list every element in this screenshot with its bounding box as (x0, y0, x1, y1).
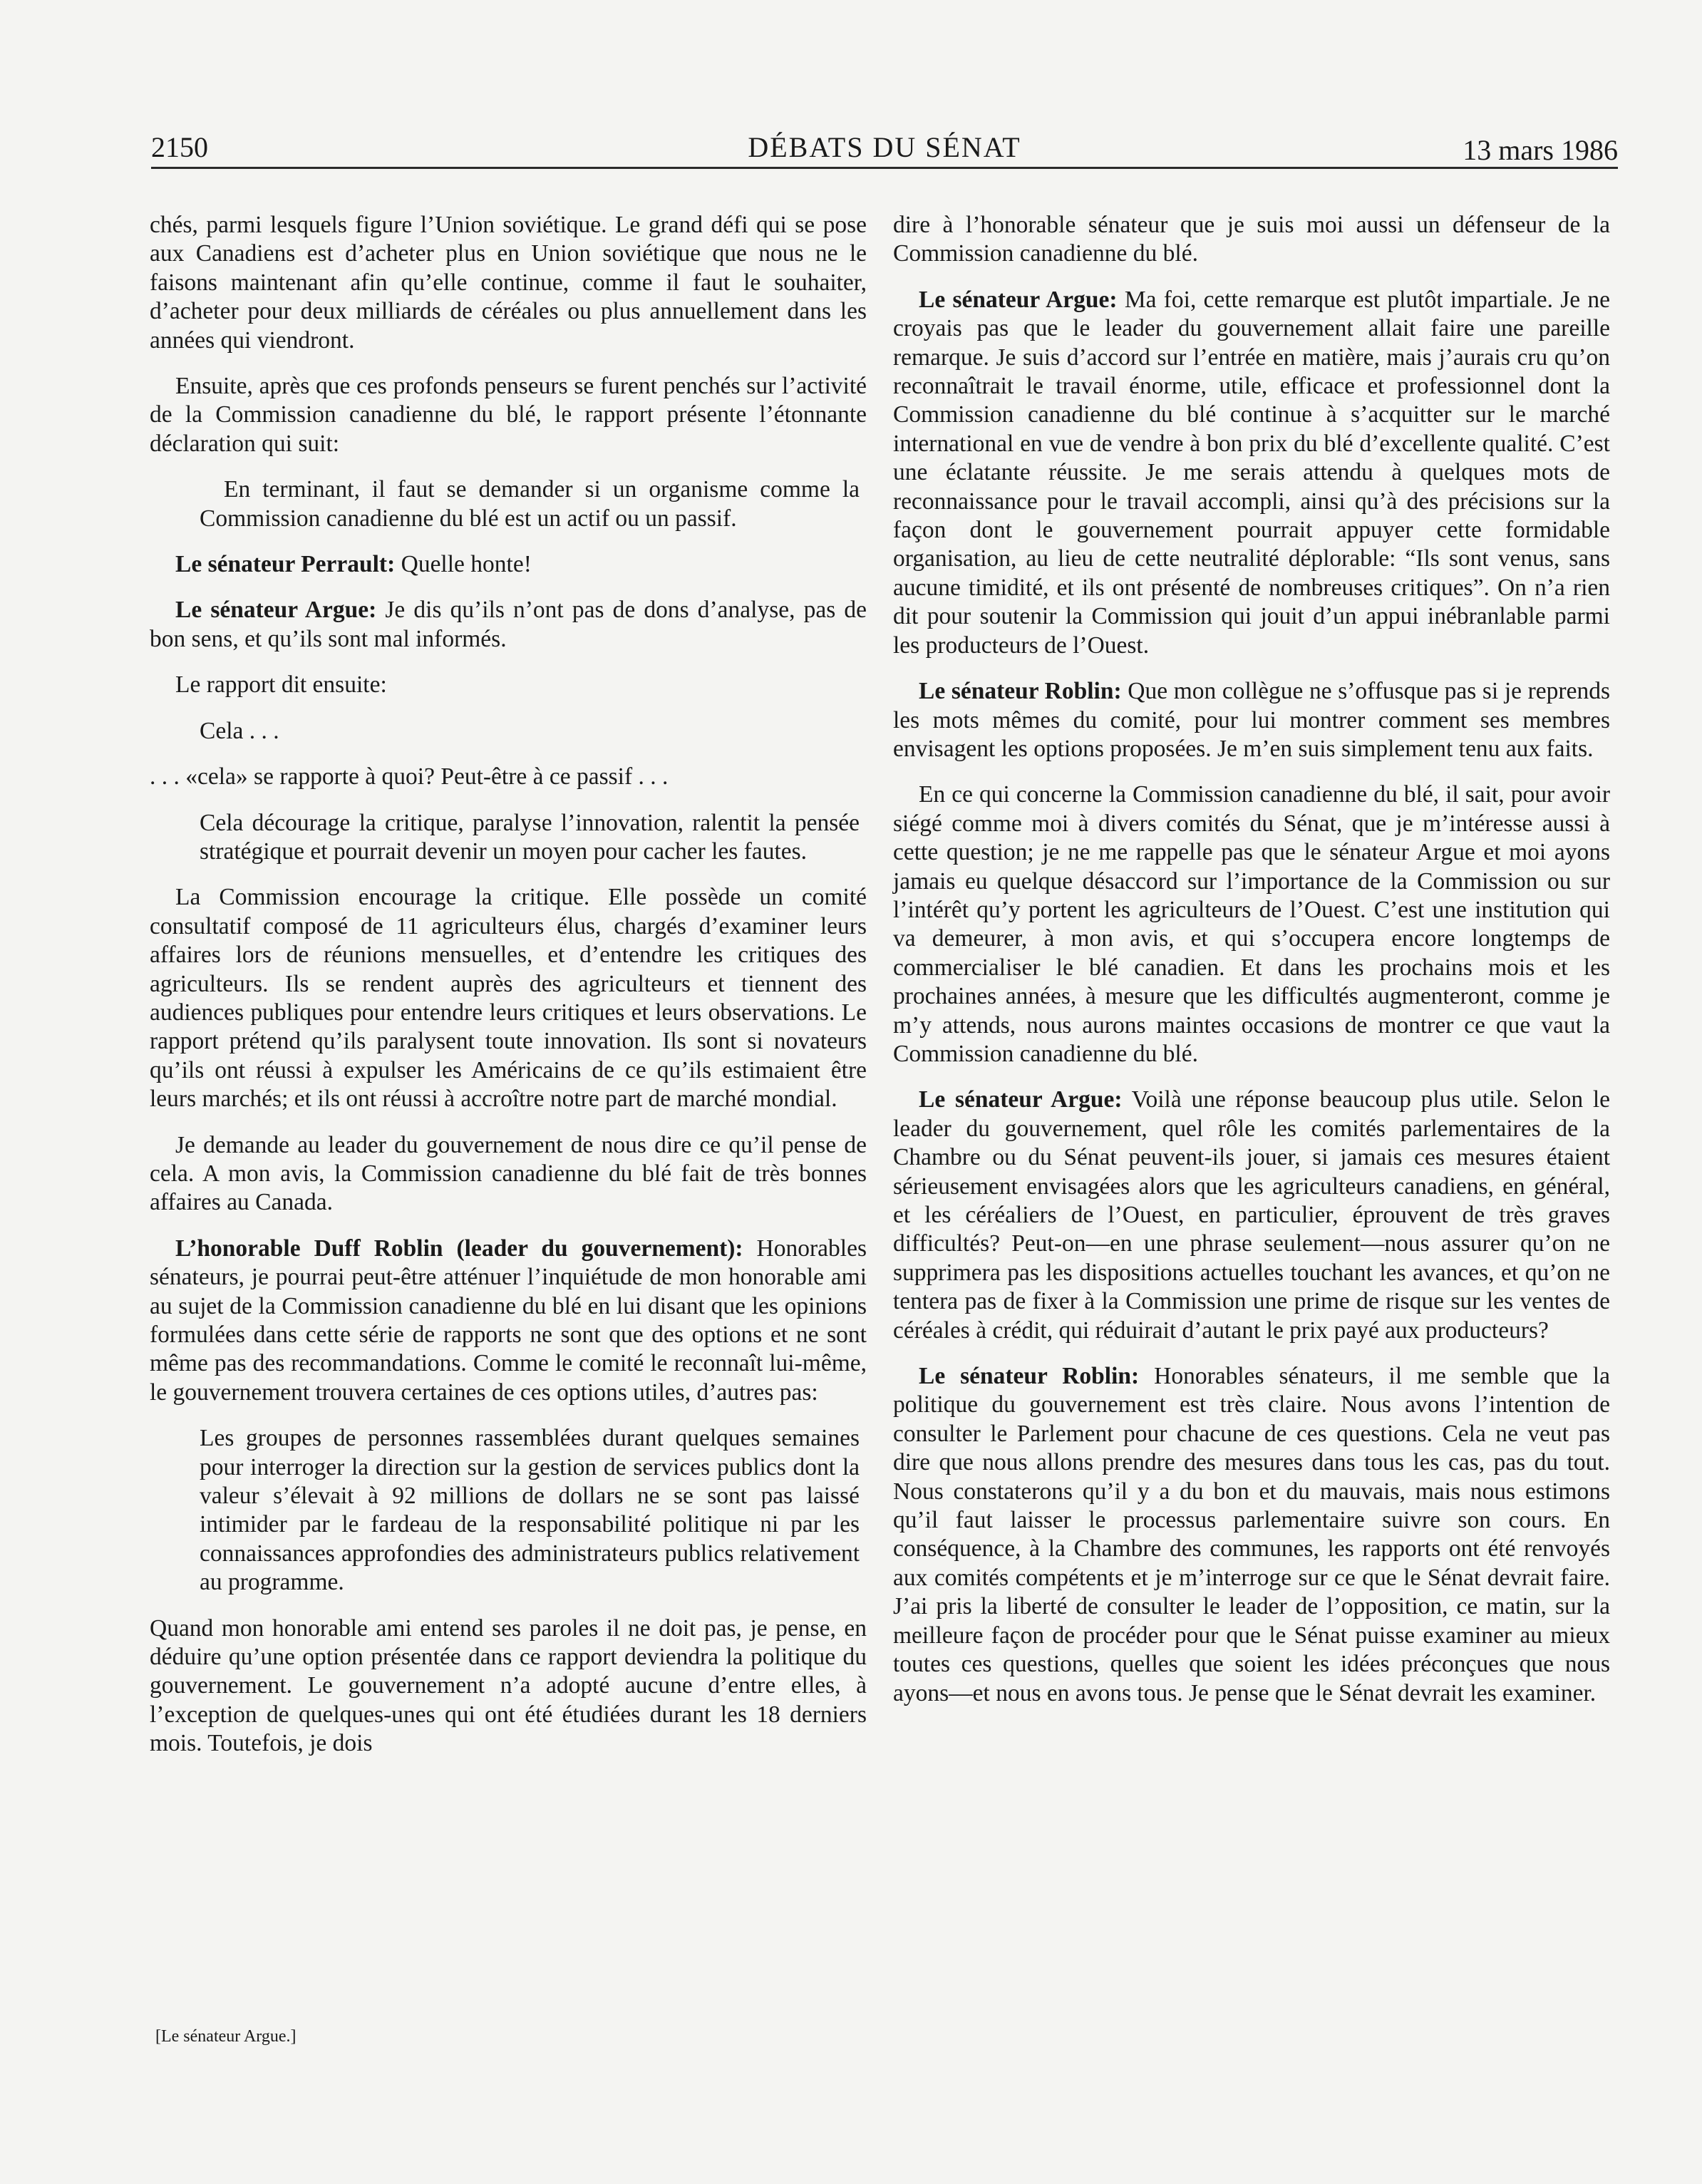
speech (893, 1086, 1610, 1345)
paragraph: Ensuite, après que ces profonds penseurs se furent penchés sur l’activité de la Commission canadienne du blé, le rapport présente l’étonnante déclaration qui suit: (150, 373, 867, 457)
paragraph: En ce qui concerne la Commission canadienne du blé, il sait, pour avoir siégé comme moi à divers comités du Sénat, que je m’intéresse aussi à cette question; je ne me rappelle pas que le sénateur Argue et moi ayons jamais eu quelque désaccord sur l’importance de la Commission ou sur l’intérêt qu’y portent les agriculteurs de l’Ouest. C’est une institution qui va demeurer, à mon avis, et qui s’occupera encore longtemps de commercialiser le blé canadien. Et dans les prochains mois et les prochaines années, à mesure que les difficultés augmenteront, comme je m’y attends, nous aurons maintes occasions de montrer ce que vaut la Commission canadienne du blé. (893, 781, 1610, 1067)
speaker-name: L’honorable Duff Roblin (leader du gouvernement): (175, 1235, 743, 1262)
speaker-name: Le sénateur Roblin: (919, 678, 1122, 705)
speech-text: Ma foi, cette remarque est plutôt impartiale. Je ne croyais pas que le leader du gouvernement allait faire une pareille remarque. Je suis d’accord sur l’entrée en matière, mais j’aurais cru qu’on reconnaîtrait le travail énorme, utile, efficace et professionnel dont la Commission canadienne du blé continue à s’acquitter sur le marché international en vue de vendre à bon prix du blé d’excellente qualité. C’est une éclatante réussite. Je me serais attendu à quelques mots de reconnaissance pour le travail accompli, ainsi qu’à des précisions sur la façon dont le gouvernement pourrait appuyer cette formidable organisation, au lieu de cette neutralité déplorable: “Ils sont venus, sans aucune timidité, et ils ont présenté de nombreuses critiques”. On n’a rien dit pour soutenir la Commission qui jouit d’un appui inébranlable parmi les producteurs de l’Ouest. (893, 286, 1610, 659)
block-quote: En terminant, il faut se demander si un organisme comme la Commission canadienne du blé est un actif ou un passif. (200, 476, 860, 532)
speaker-name: Le sénateur Argue: (175, 597, 377, 624)
speech-text: Que mon collègue ne s’offusque pas si je reprends les mots mêmes du comité, pour lui montrer comment ses membres envisagent les options proposées. Je m’en suis simplement tenu aux faits. (893, 678, 1610, 762)
publication-title: DÉBATS DU SÉNAT (748, 131, 1021, 163)
right-column (893, 211, 1610, 1725)
block-quote: Les groupes de personnes rassemblées durant quelques semaines pour interroger la direction sur la gestion de services publics dont la valeur s’élevait à 92 millions de dollars ne se sont pas laissé intimider par le fardeau de la responsabilité politique ni par les connaissances approfondies des administrateurs publics relativement au programme. (200, 1425, 860, 1596)
speech-text: Je dis qu’ils n’ont pas de dons d’analyse, pas de bon sens, et qu’ils sont mal informés. (150, 597, 867, 652)
block-quote: Cela décourage la critique, paralyse l’innovation, ralentit la pensée stratégique et pourrait devenir un moyen pour cacher les fautes. (200, 809, 860, 865)
speaker-name: Le sénateur Roblin: (919, 1363, 1140, 1390)
speaker-name: Le sénateur Argue: (919, 1086, 1123, 1113)
speech-text: Quelle honte! (395, 551, 532, 578)
speaker-name: Le sénateur Argue: (919, 286, 1118, 313)
speech (150, 596, 867, 654)
left-column (150, 211, 867, 1776)
paragraph: chés, parmi lesquels figure l’Union soviétique. Le grand défi qui se pose aux Canadiens est d’acheter plus en Union soviétique que nous ne le faisons maintenant afin qu’elle continue, comme il faut le souhaiter, d’acheter pour deux milliards de céréales ou plus annuellement dans les années qui viendront. (150, 212, 867, 354)
page-number: 2150 (151, 131, 208, 163)
speech (893, 286, 1610, 660)
footnote: [Le sénateur Argue.] (155, 2027, 296, 2046)
paragraph: dire à l’honorable sénateur que je suis moi aussi un défenseur de la Commission canadienne du blé. (893, 212, 1610, 267)
paragraph: Quand mon honorable ami entend ses paroles il ne doit pas, je pense, en déduire qu’une option présentée dans ce rapport deviendra la politique du gouvernement. Le gouvernement n’a adopté aucune d’entre elles, à l’exception de quelques-unes qui ont été étudiées durant les 18 derniers mois. Toutefois, je dois (150, 1614, 867, 1757)
paragraph: Le rapport dit ensuite: (175, 671, 387, 699)
speaker-name: Le sénateur Perrault: (175, 551, 396, 578)
speech-text: Honorables sénateurs, je pourrai peut-être atténuer l’inquiétude de mon honorable ami au sujet de la Commission canadienne du blé en lui disant que les opinions formulées dans cette série de rapports ne sont que des options et ne sont même pas des recommandations. Comme le comité le reconnaît lui-même, le gouvernement trouvera certaines de ces options utiles, d’autres pas: (150, 1235, 867, 1406)
speech (150, 1235, 867, 1407)
speech (893, 1362, 1610, 1708)
page-header (151, 123, 1618, 169)
paragraph: La Commission encourage la critique. Elle possède un comité consultatif composé de 11 agriculteurs élus, chargés d’examiner leurs affaires lors de réunions mensuelles, et d’entendre les critiques des agriculteurs. Ils se rendent auprès des agriculteurs et tiennent des audiences publiques pour entendre leurs critiques et leurs observations. Le rapport prétend qu’ils paralysent toute innovation. Ils sont si novateurs qu’ils ont réussi à expulser les Américains de ce qu’ils estimaient être leurs marchés; et ils ont réussi à accroître notre part de marché mondial. (150, 884, 867, 1113)
block-quote: Cela . . . (200, 717, 279, 744)
publication-date: 13 mars 1986 (1463, 134, 1618, 166)
speech (893, 677, 1610, 763)
speech-text: Voilà une réponse beaucoup plus utile. Selon le leader du gouvernement, quel rôle les comités parlementaires de la Chambre ou du Sénat peuvent-ils jouer, si jamais ces mesures étaient sérieusement envisagées alors que les agriculteurs canadiens, en général, et les céréaliers de l’Ouest, en particulier, éprouvent de très graves difficultés? Peut-on—en une phrase seulement—nous assurer qu’on ne supprimera pas les dispositions actuelles touchant les avances, et qu’on ne tentera pas de fixer à la Commission une prime de risque sur les ventes de céréales à crédit, qui réduirait d’autant le prix payé aux producteurs? (893, 1086, 1610, 1344)
paragraph: Je demande au leader du gouvernement de nous dire ce qu’il pense de cela. A mon avis, la Commission canadienne du blé fait de très bonnes affaires au Canada. (150, 1131, 867, 1216)
paragraph: . . . «cela» se rapporte à quoi? Peut-être à ce passif . . . (150, 763, 669, 790)
speech (150, 550, 867, 579)
speech-text: Honorables sénateurs, il me semble que la politique du gouvernement est très claire. Nous avons l’intention de consulter le Parlement pour chacune de ces questions. Cela ne veut pas dire que nous allons prendre des mesures dans tous les cas, pas du tout. Nous constaterons qu’il y a du bon et du mauvais, mais nous estimons qu’il faut laisser le processus parlementaire suivre son cours. En conséquence, à la Chambre des communes, les rapports ont été renvoyés aux comités compétents et je m’interroge sur ce que le Sénat devrait faire. J’ai pris la liberté de consulter le leader de l’opposition, ce matin, sur la meilleure façon de procéder pour que le Sénat puisse examiner au mieux toutes ces questions, quelles que soient les idées préconçues que nous ayons—et nous en avons tous. Je pense que le Sénat devrait les examiner. (893, 1363, 1610, 1706)
